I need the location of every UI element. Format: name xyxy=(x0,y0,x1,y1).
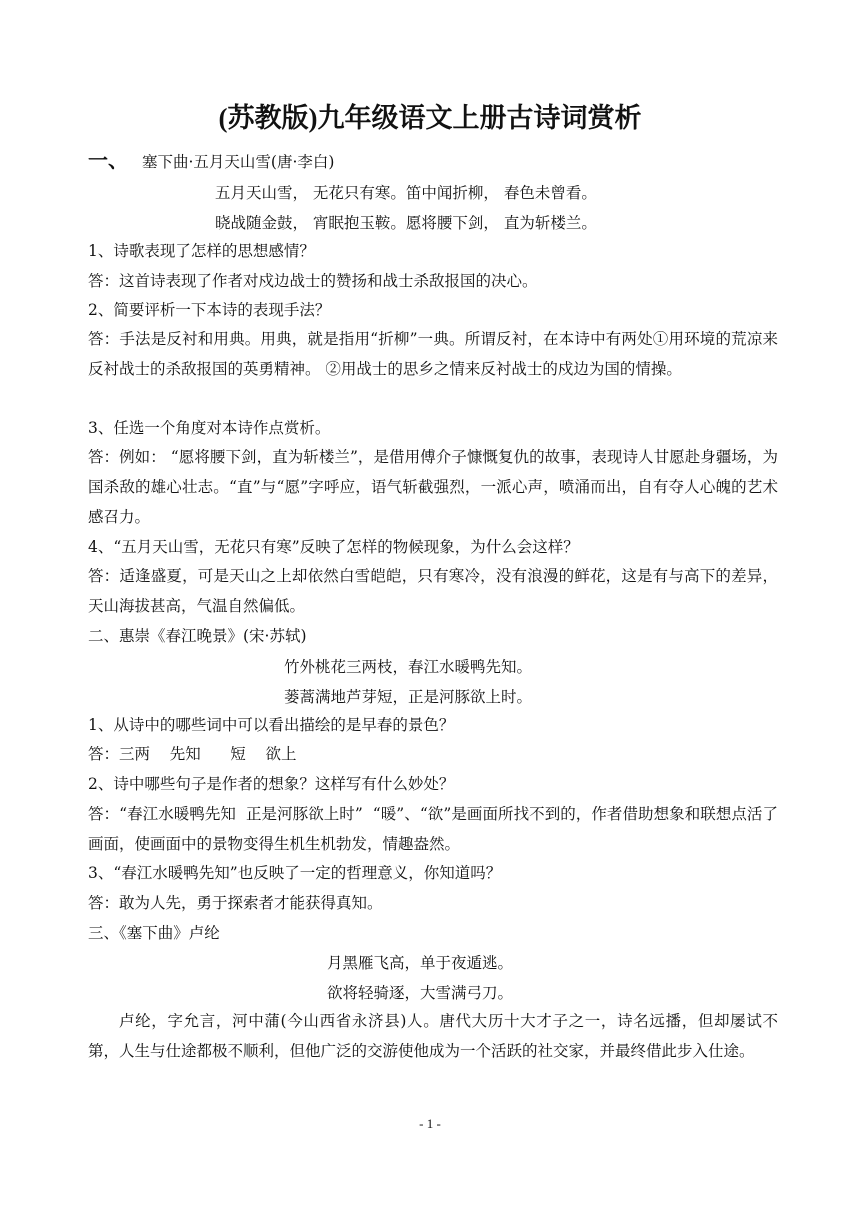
section1-question-4: 4、“五月天山雪，无花只有寒”反映了怎样的物候现象，为什么会这样？ xyxy=(88,538,579,556)
section1-poem-line2: 晓战随金鼓， 宵眠抱玉鞍。愿将腰下剑， 直为斩楼兰。 xyxy=(215,214,597,232)
section2-answer-3: 答：敢为人先，勇于探索者才能获得真知。 xyxy=(88,894,383,912)
section3-poem-line1: 月黑雁飞高，单于夜遁逃。 xyxy=(327,954,514,972)
section2-heading: 二、惠崇《春江晚景》(宋·苏轼) xyxy=(88,627,307,645)
page-number: - 1 - xyxy=(419,1116,441,1131)
section1-answer-2: 答：手法是反衬和用典。用典，就是指用“折柳”一典。所谓反衬，在本诗中有两处①用环境的荒凉来反衬战士的杀敌报国的英勇精神。 ②用战士的思乡之情来反衬战士的戍边为国的情操。 xyxy=(88,330,778,378)
section1-question-2: 2、简要评析一下本诗的表现手法？ xyxy=(88,301,331,319)
section2-question-2: 2、诗中哪些句子是作者的想象？这样写有什么妙处？ xyxy=(88,775,455,793)
section3-paragraph: 卢纶，字允言，河中蒲(今山西省永济县)人。唐代大历十大才子之一，诗名远播，但却屡试不第，人生与仕途都极不顺利，但他广泛的交游使他成为一个活跃的社交家，并最终借此步入仕途。 xyxy=(88,1012,778,1060)
section3-heading: 三、《塞下曲》卢纶 xyxy=(88,924,220,942)
section2-question-1: 1、从诗中的哪些词中可以看出描绘的是早春的景色？ xyxy=(88,716,455,734)
section1-answer-1: 答：这首诗表现了作者对戍边战士的赞扬和战士杀敌报国的决心。 xyxy=(88,272,538,290)
section2-question-3: 3、“春江水暖鸭先知”也反映了一定的哲理意义，你知道吗？ xyxy=(88,864,502,882)
section1-title: 塞下曲·五月天山雪(唐·李白) xyxy=(142,153,335,171)
section2-poem-line2: 蒌蒿满地芦芽短，正是河豚欲上时。 xyxy=(284,688,533,706)
section1-heading xyxy=(88,148,778,175)
section1-number: 一、 xyxy=(88,148,128,172)
section2-answer-2: 答：“春江水暖鸭先知 正是河豚欲上时” “暖”、“欲”是画面所找不到的，作者借助想象和联想点活了画面，使画面中的景物变得生机生机勃发，情趣盎然。 xyxy=(88,805,778,853)
page-title: (苏教版)九年级语文上册古诗词赏析 xyxy=(218,103,642,133)
section1-poem-line1: 五月天山雪， 无花只有寒。笛中闻折柳， 春色未曾看。 xyxy=(215,184,597,202)
section1-question-3: 3、任选一个角度对本诗作点赏析。 xyxy=(88,419,331,437)
section1-answer-4: 答：适逢盛夏，可是天山之上却依然白雪皑皑，只有寒冷，没有浪漫的鲜花，这是有与高下的差异，天山海拔甚高，气温自然偏低。 xyxy=(88,567,778,615)
section2-poem-line1: 竹外桃花三两枝，春江水暖鸭先知。 xyxy=(284,658,533,676)
section1-answer-3: 答：例如： “愿将腰下剑，直为斩楼兰”，是借用傅介子慷慨复仇的故事，表现诗人甘愿赴身疆场，为国杀敌的雄心壮志。“直”与“愿”字呼应，语气斩截强烈，一派心声，喷涌而出，自有夺人心魄的艺术感召力。 xyxy=(88,448,778,526)
section2-answer-1: 答：三两 先知 短 欲上 xyxy=(88,745,297,763)
section3-poem-line2: 欲将轻骑逐，大雪满弓刀。 xyxy=(327,984,514,1002)
section1-question-1: 1、诗歌表现了怎样的思想感情？ xyxy=(88,242,315,260)
